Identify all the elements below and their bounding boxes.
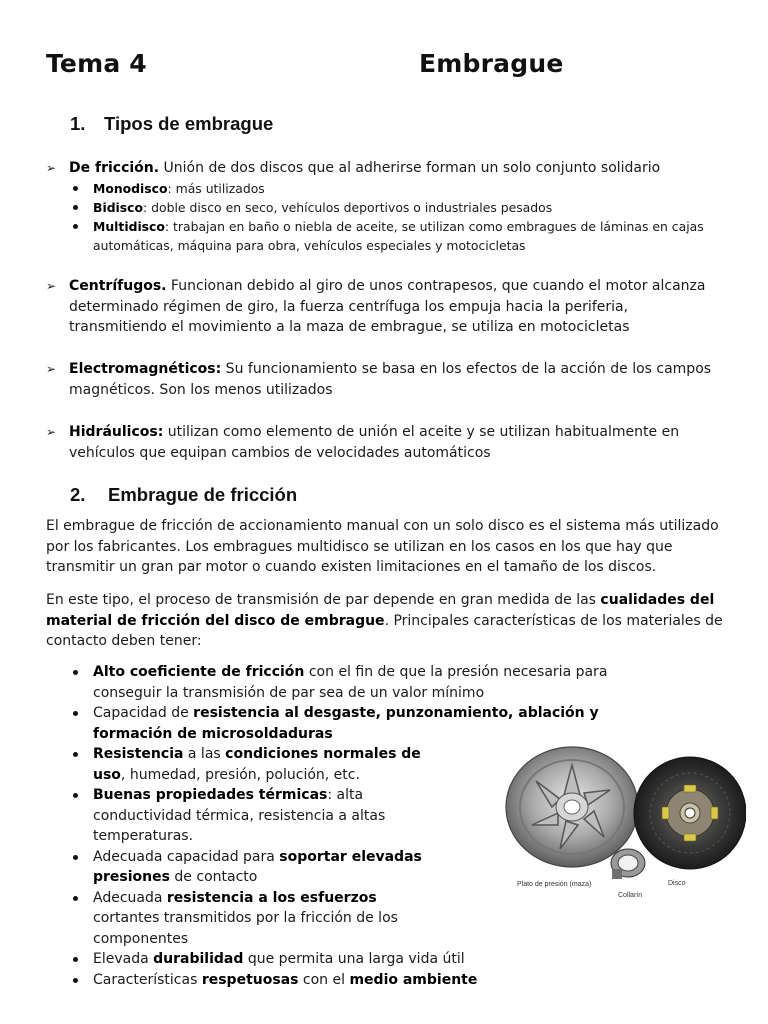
- characteristic-text: con el: [298, 971, 350, 988]
- section-2-number: 2.: [70, 484, 86, 505]
- section-2-heading: [70, 484, 297, 506]
- bullet-dot-icon: [73, 793, 78, 798]
- subtype-term: Multidisco: [93, 219, 165, 234]
- characteristic-text: , humedad, presión, polución, etc.: [120, 766, 360, 783]
- type-description: Unión de dos discos que al adherirse forman un solo conjunto solidario: [159, 160, 661, 176]
- type-term: Centrífugos.: [69, 278, 167, 294]
- list-item: [70, 847, 473, 888]
- characteristic-text: : alta conductividad térmica, resistencia a altas temperaturas.: [93, 787, 386, 844]
- subtype-term: Bidisco: [93, 200, 144, 215]
- list-item: [70, 744, 423, 785]
- characteristic-text: que permita una larga vida útil: [243, 951, 465, 967]
- characteristic-emphasis: resistencia al desgaste, punzonamiento, ablación y formación de microsoldaduras: [93, 705, 599, 742]
- characteristic-emphasis: Resistencia: [93, 746, 184, 762]
- list-item: [70, 662, 680, 703]
- bullet-dot-icon: [73, 186, 78, 191]
- characteristic-text: Adecuada capacidad para: [93, 848, 280, 865]
- subtype-description: : más utilizados: [167, 181, 265, 196]
- type-item-centrifugal: [46, 276, 726, 338]
- paragraph-materials: [46, 590, 726, 652]
- subtype-term: Monodisco: [93, 181, 168, 196]
- arrow-bullet-icon: ➢: [46, 425, 57, 439]
- bullet-dot-icon: [73, 896, 78, 901]
- bullet-dot-icon: [73, 957, 78, 962]
- characteristic-emphasis: medio ambiente: [349, 971, 478, 988]
- characteristic-text: Características: [93, 971, 202, 988]
- type-item-friction: [46, 158, 726, 179]
- characteristic-text: cortantes transmitidos por la fricción de los componentes: [93, 910, 398, 947]
- arrow-bullet-icon: ➢: [46, 161, 57, 175]
- list-item: [70, 217, 720, 255]
- caption-pressure-plate: Plato de presión (maza): [517, 881, 592, 888]
- type-term: Hidráulicos:: [69, 424, 164, 440]
- list-item: [70, 970, 493, 991]
- list-item: [70, 949, 493, 970]
- topic-heading: Tema 4: [46, 49, 147, 78]
- subtype-description: : doble disco en seco, vehículos deportivos o industriales pesados: [143, 200, 553, 215]
- bullet-dot-icon: [73, 711, 78, 716]
- subtype-description: : trabajan en baño o niebla de aceite, se utilizan como embragues de láminas en cajas automáticas, máquina para obra, vehículos especiales y motocicletas: [93, 219, 704, 253]
- type-term: Electromagnéticos:: [69, 361, 222, 377]
- list-item: [70, 198, 720, 217]
- paragraph-emphasis: cualidades del material de fricción del disco de embrague: [46, 592, 715, 629]
- bullet-dot-icon: [73, 978, 78, 983]
- characteristic-text: Elevada: [93, 951, 154, 967]
- bullet-dot-icon: [73, 752, 78, 757]
- bullet-dot-icon: [73, 670, 78, 675]
- section-1-heading: [70, 113, 273, 135]
- type-term: De fricción.: [69, 160, 160, 176]
- release-bearing-icon: [611, 849, 645, 879]
- characteristic-text: a las: [183, 746, 226, 762]
- characteristic-text: Adecuada: [93, 889, 167, 906]
- characteristic-emphasis: durabilidad: [153, 951, 244, 967]
- section-1-number: 1.: [70, 113, 86, 134]
- page-title: Embrague: [419, 49, 564, 78]
- type-description: utilizan como elemento de unión el aceite y se utilizan habitualmente en vehículos que equipan cambios de velocidades automáticos: [69, 424, 680, 461]
- type-item-hydraulic: [46, 422, 726, 463]
- clutch-components-figure: [500, 745, 746, 905]
- section-1-title: Tipos de embrague: [104, 113, 274, 134]
- arrow-bullet-icon: ➢: [46, 362, 57, 376]
- characteristic-emphasis: resistencia a los esfuerzos: [166, 889, 377, 906]
- type-description: Su funcionamiento se basa en los efectos de la acción de los campos magnéticos. Son los menos utilizados: [69, 361, 712, 398]
- friction-disc-icon: [634, 757, 746, 869]
- characteristic-emphasis: Alto coeficiente de fricción: [93, 664, 305, 680]
- list-item: [70, 179, 720, 198]
- title-row: [46, 49, 722, 83]
- paragraph-intro: El embrague de fricción de accionamiento manual con un solo disco es el sistema más utilizado por los fabricantes. Los embragues multidisco se utilizan en los casos en los que hay que transmitir un gran par motor o cuando existen limitaciones en el tamaño de los discos.: [46, 518, 719, 575]
- pressure-plate-icon: [506, 747, 638, 867]
- list-item: [70, 888, 438, 950]
- bullet-dot-icon: [73, 224, 78, 229]
- list-item: [70, 703, 680, 744]
- type-description: Funcionan debido al giro de unos contrapesos, que cuando el motor alcanza determinado régimen de giro, la fuerza centrífuga los empuja hacia la periferia, transmitiendo el movimiento a la maza de embrague, se utiliza en motocicletas: [69, 278, 706, 335]
- list-item: [70, 785, 438, 847]
- arrow-bullet-icon: ➢: [46, 279, 57, 293]
- section-2-title: Embrague de fricción: [108, 484, 298, 505]
- paragraph-text: En este tipo, el proceso de transmisión de par depende en gran medida de las: [46, 592, 601, 608]
- characteristic-emphasis: soportar elevadas presiones: [93, 848, 422, 885]
- friction-subtypes-list: [70, 179, 720, 255]
- type-item-electromagnetic: [46, 359, 726, 400]
- caption-disc: Disco: [668, 880, 686, 887]
- bullet-dot-icon: [73, 205, 78, 210]
- bullet-dot-icon: [73, 855, 78, 860]
- characteristic-emphasis: condiciones normales de uso: [93, 746, 421, 783]
- characteristic-emphasis: respetuosas: [201, 971, 299, 988]
- characteristic-text: con el fin de que la presión necesaria para conseguir la transmisión de par sea de un valor mínimo: [93, 664, 608, 701]
- characteristic-emphasis: Buenas propiedades térmicas: [93, 787, 328, 803]
- caption-collar: Collarín: [618, 892, 643, 899]
- paragraph-text: . Principales características de los materiales de contacto deben tener:: [46, 612, 723, 649]
- characteristic-text: de contacto: [169, 869, 258, 885]
- characteristic-text: Capacidad de: [93, 705, 194, 721]
